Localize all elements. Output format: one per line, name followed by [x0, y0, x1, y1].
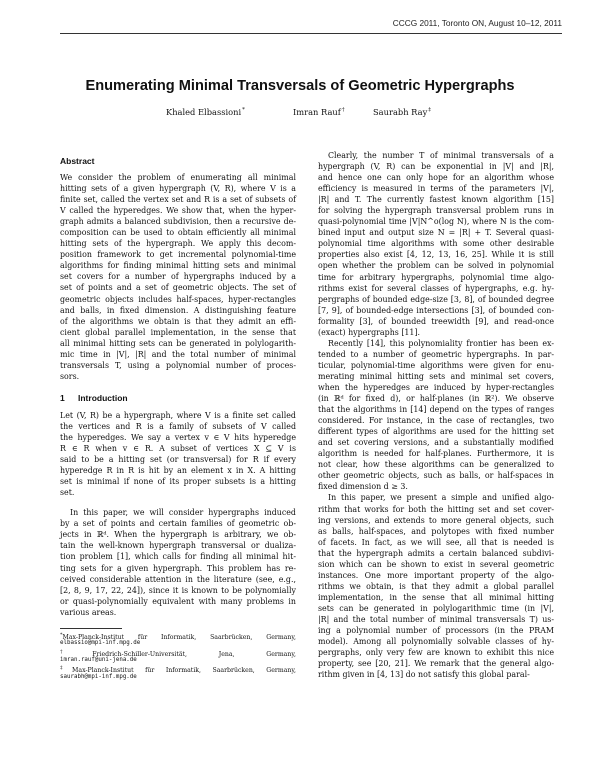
text-line: fixed dimension d ≥ 3.: [318, 482, 408, 492]
footnote-rule: [60, 628, 122, 629]
text-line: finite set, called the vertex set and R is a set of subsets of: [60, 195, 296, 205]
text-line: rithm that works for both the hitting set and set cover-: [318, 504, 554, 514]
text-line: hitting sets of a given hypergraph (V, R), where V is a: [60, 184, 296, 194]
text-line: pergraphs of bounded edge-size [3, 8], of bounded degree: [318, 294, 554, 304]
text-line: that the algorithms in [14] depend on the types of ranges: [318, 405, 554, 415]
text-line: or quasi-polynomially equivalent with many problems in: [60, 596, 296, 606]
text-line: [2, 8, 9, 17, 22, 24]), since it is known to be polynomially: [60, 585, 296, 595]
footnote-email: saurabh@mpi-inf.mpg.de: [60, 673, 137, 680]
section-number: 1: [60, 392, 65, 403]
author-rauf: Imran Rauf†: [293, 107, 345, 117]
text-line: (exact) hypergraphs [11].: [318, 327, 421, 337]
text-line: model). Among all polynomially solvable classes of hy-: [318, 637, 554, 647]
abstract-body: [60, 172, 296, 382]
text-line: and hence one can only hope for an algorithm whose: [318, 173, 554, 183]
text-line: and balls, in fixed dimension. A distinguishing feature: [60, 305, 296, 315]
text-line: properties also exist [4, 12, 13, 16, 25]. While it is still: [318, 250, 554, 260]
left-column: [60, 150, 296, 681]
text-line: ing versions, and extends to more general objects, such: [318, 515, 554, 525]
text-line: rithms we obtain, is that they admit a global parallel: [318, 581, 554, 591]
text-line: algorithms for finding minimal hitting sets and minimal: [60, 261, 296, 271]
text-line: ting sets for a given hypergraph. This problem has re-: [60, 563, 296, 573]
section-title: Introduction: [78, 392, 128, 403]
text-line: and set covering versions, and a substantially modified: [318, 438, 554, 448]
text-line: instances. One more important property of the algo-: [318, 570, 554, 580]
paper-title: Enumerating Minimal Transversals of Geometric Hypergraphs: [85, 78, 515, 94]
intro-paragraph-2: [60, 507, 296, 617]
text-line: formality [3], of bounded treewidth [9], and read-once: [318, 316, 554, 326]
text-line: merating minimal hitting sets and minimal set covers,: [318, 371, 554, 381]
text-line: rithms exist for several classes of hypergraphs, e.g. hy-: [318, 283, 554, 293]
text-line: efficiency is measured in terms of the parameters |V|,: [318, 184, 554, 194]
text-line: set is minimal if none of its proper subsets is a hitting: [60, 477, 296, 487]
text-line: sors.: [60, 371, 80, 381]
text-line: set covers for a number of hypergraphs induced by a: [60, 272, 296, 282]
text-line: Clearly, the number T of minimal transversals of a: [328, 151, 554, 160]
text-line: position framework to get incremental polynomial-time: [60, 250, 296, 260]
section-heading-introduction: [60, 386, 296, 410]
text-line: implementation, in the sense that all minimal hitting: [318, 592, 554, 602]
text-line: tended to a number of geometric hypergraphs. In par-: [318, 349, 554, 359]
text-line: jects in ℝᵈ. When the hypergraph is arbitrary, we ob-: [60, 530, 296, 540]
text-line: by a set of points and certain families of geometric ob-: [60, 519, 296, 529]
text-line: In this paper, we will consider hypergraphs induced: [70, 508, 296, 518]
intro-paragraph-1: [60, 410, 296, 498]
text-line: tion problem [1], which calls for finding all minimal hit-: [60, 552, 296, 562]
text-line: rithm given in [4, 13] do not satisfy this global paral-: [318, 670, 530, 680]
text-line: V called the hyperedges. We show that, when the hyper-: [60, 206, 296, 216]
text-line: time for arbitrary hypergraphs, polynomial time algo-: [318, 272, 554, 282]
text-line: We consider the problem of enumerating all minimal: [60, 173, 296, 182]
text-line: that the hypergraph admits a certain balanced subdivi-: [318, 548, 554, 558]
text-line: all minimal hitting sets can be generated in polylogarith-: [60, 338, 296, 348]
text-line: graph admits a balanced subdivision, then a recursive de-: [60, 217, 296, 227]
text-line: of facets. In fact, as we will see, all that is needed is: [318, 537, 554, 547]
text-line: of the algorithms we obtain is that they admit an effi-: [60, 316, 296, 326]
text-line: algorithm is needed for half-planes. Furthermore, it is: [318, 449, 554, 459]
text-line: Recently [14], this polynomiality frontier has been ex-: [328, 338, 554, 348]
text-line: Let (V, R) be a hypergraph, where V is a finite set called: [60, 410, 296, 420]
text-line: the hyperedges. We say a vertex v ∈ V hits hyperedge: [60, 432, 296, 442]
text-line: ticular, polynomial-time algorithms were given for enu-: [318, 360, 554, 370]
author-elbassioni: Khaled Elbassioni*: [166, 107, 245, 117]
footnote-line: †Friedrich-Schiller-Universität, Jena, Germany,: [60, 648, 296, 658]
text-line: (in ℝᵈ for fixed d), or half-planes (in ℝ²). We observe: [318, 394, 554, 404]
abstract-heading: Abstract: [60, 156, 95, 166]
text-line: mic time in |V|, |R| and the total number of minimal: [60, 349, 296, 359]
text-line: bined input and output size N = |R| + T. Several quasi-: [318, 228, 554, 238]
running-header: CCCG 2011, Toronto ON, August 10–12, 2011: [392, 18, 562, 28]
author-ray: Saurabh Ray‡: [373, 107, 431, 117]
footnote-line: *Max-Planck-Institut für Informatik, Saarbrücken, Germany,: [60, 631, 296, 641]
text-line: the vertices and R is a family of subsets of V called: [60, 421, 296, 431]
text-line: other geometric objects, such as balls, or half-spaces in: [318, 471, 554, 481]
right-paragraph-3: [318, 492, 554, 680]
right-column: [318, 150, 554, 680]
text-line: said to be a hitting set (or transversal) for R if every: [60, 455, 296, 465]
text-line: different types of algorithms are used for the hitting set: [318, 427, 554, 437]
text-line: various areas.: [60, 607, 117, 617]
text-line: composition can be used to obtain efficiently all minimal: [60, 228, 296, 238]
text-line: open whether the problem can be solved in polynomial: [318, 261, 554, 271]
text-line: not clear, how these algorithms can be generalized to: [318, 460, 554, 470]
text-line: property, see [20, 21]. We remark that the general algo-: [318, 659, 554, 669]
text-line: hitting sets of the hypergraph. We apply this decom-: [60, 239, 296, 249]
text-line: |R| and T. The currently fastest known algorithm [15]: [318, 195, 554, 205]
footnote-email: imran.rauf@uni-jena.de: [60, 656, 137, 663]
text-line: as balls, half-spaces, and polytopes with fixed number: [318, 526, 554, 536]
text-line: [7, 9], of bounded-edge intersections [3], of bounded con-: [318, 305, 554, 315]
right-paragraph-2: [318, 338, 554, 493]
text-line: cient global parallel implementation, in the sense that: [60, 327, 296, 337]
text-line: |R| and the total number of minimal transversals T) us-: [318, 614, 554, 624]
text-line: quasi-polynomial time |V|N^o(log N), where N is the com-: [318, 217, 554, 227]
text-line: R ∈ R when v ∈ R. A subset of vertices X ⊆ V is: [60, 444, 296, 454]
text-line: hypergraph (V, R) can be exponential in |V| and |R|,: [318, 162, 554, 172]
text-line: geometric objects includes half-spaces, hyper-rectangles: [60, 294, 296, 304]
text-line: transversals T, using a polynomial number of proces-: [60, 360, 296, 370]
text-line: pergraphs, only very few are known to exhibit this nice: [318, 648, 554, 658]
footnotes: [60, 631, 296, 681]
text-line: sets can be generated in polylogarithmic time (in |V|,: [318, 603, 554, 613]
right-paragraph-1: [318, 150, 554, 338]
text-line: hyperedge R in R is hit by an element x in X. A hitting: [60, 466, 296, 476]
footnote-line: ‡Max-Planck-Institut für Informatik, Saarbrücken, Germany,: [60, 665, 297, 675]
text-line: when the hyperedges are induced by hyper-rectangles: [318, 382, 554, 392]
text-line: set of points and a set of geometric objects. The set of: [60, 283, 296, 293]
text-line: set.: [60, 488, 75, 498]
text-line: tain the well-known hypergraph transversal or dualiza-: [60, 541, 296, 551]
text-line: sion which can be shown to exist in several geometric: [318, 559, 554, 569]
text-line: polynomial time algorithms with some other desirable: [318, 239, 554, 249]
header-rule: [60, 33, 562, 34]
text-line: ing a polynomial number of processors (in the PRAM: [318, 626, 554, 636]
text-line: considered. For instance, in the case of rectangles, two: [318, 416, 554, 426]
footnote-email: elbassio@mpi-inf.mpg.de: [60, 640, 141, 647]
text-line: for solving the hypergraph transversal problem runs in: [318, 206, 554, 216]
text-line: ceived considerable attention in the literature (see, e.g.,: [60, 574, 296, 584]
text-line: In this paper, we present a simple and unified algo-: [328, 493, 554, 503]
